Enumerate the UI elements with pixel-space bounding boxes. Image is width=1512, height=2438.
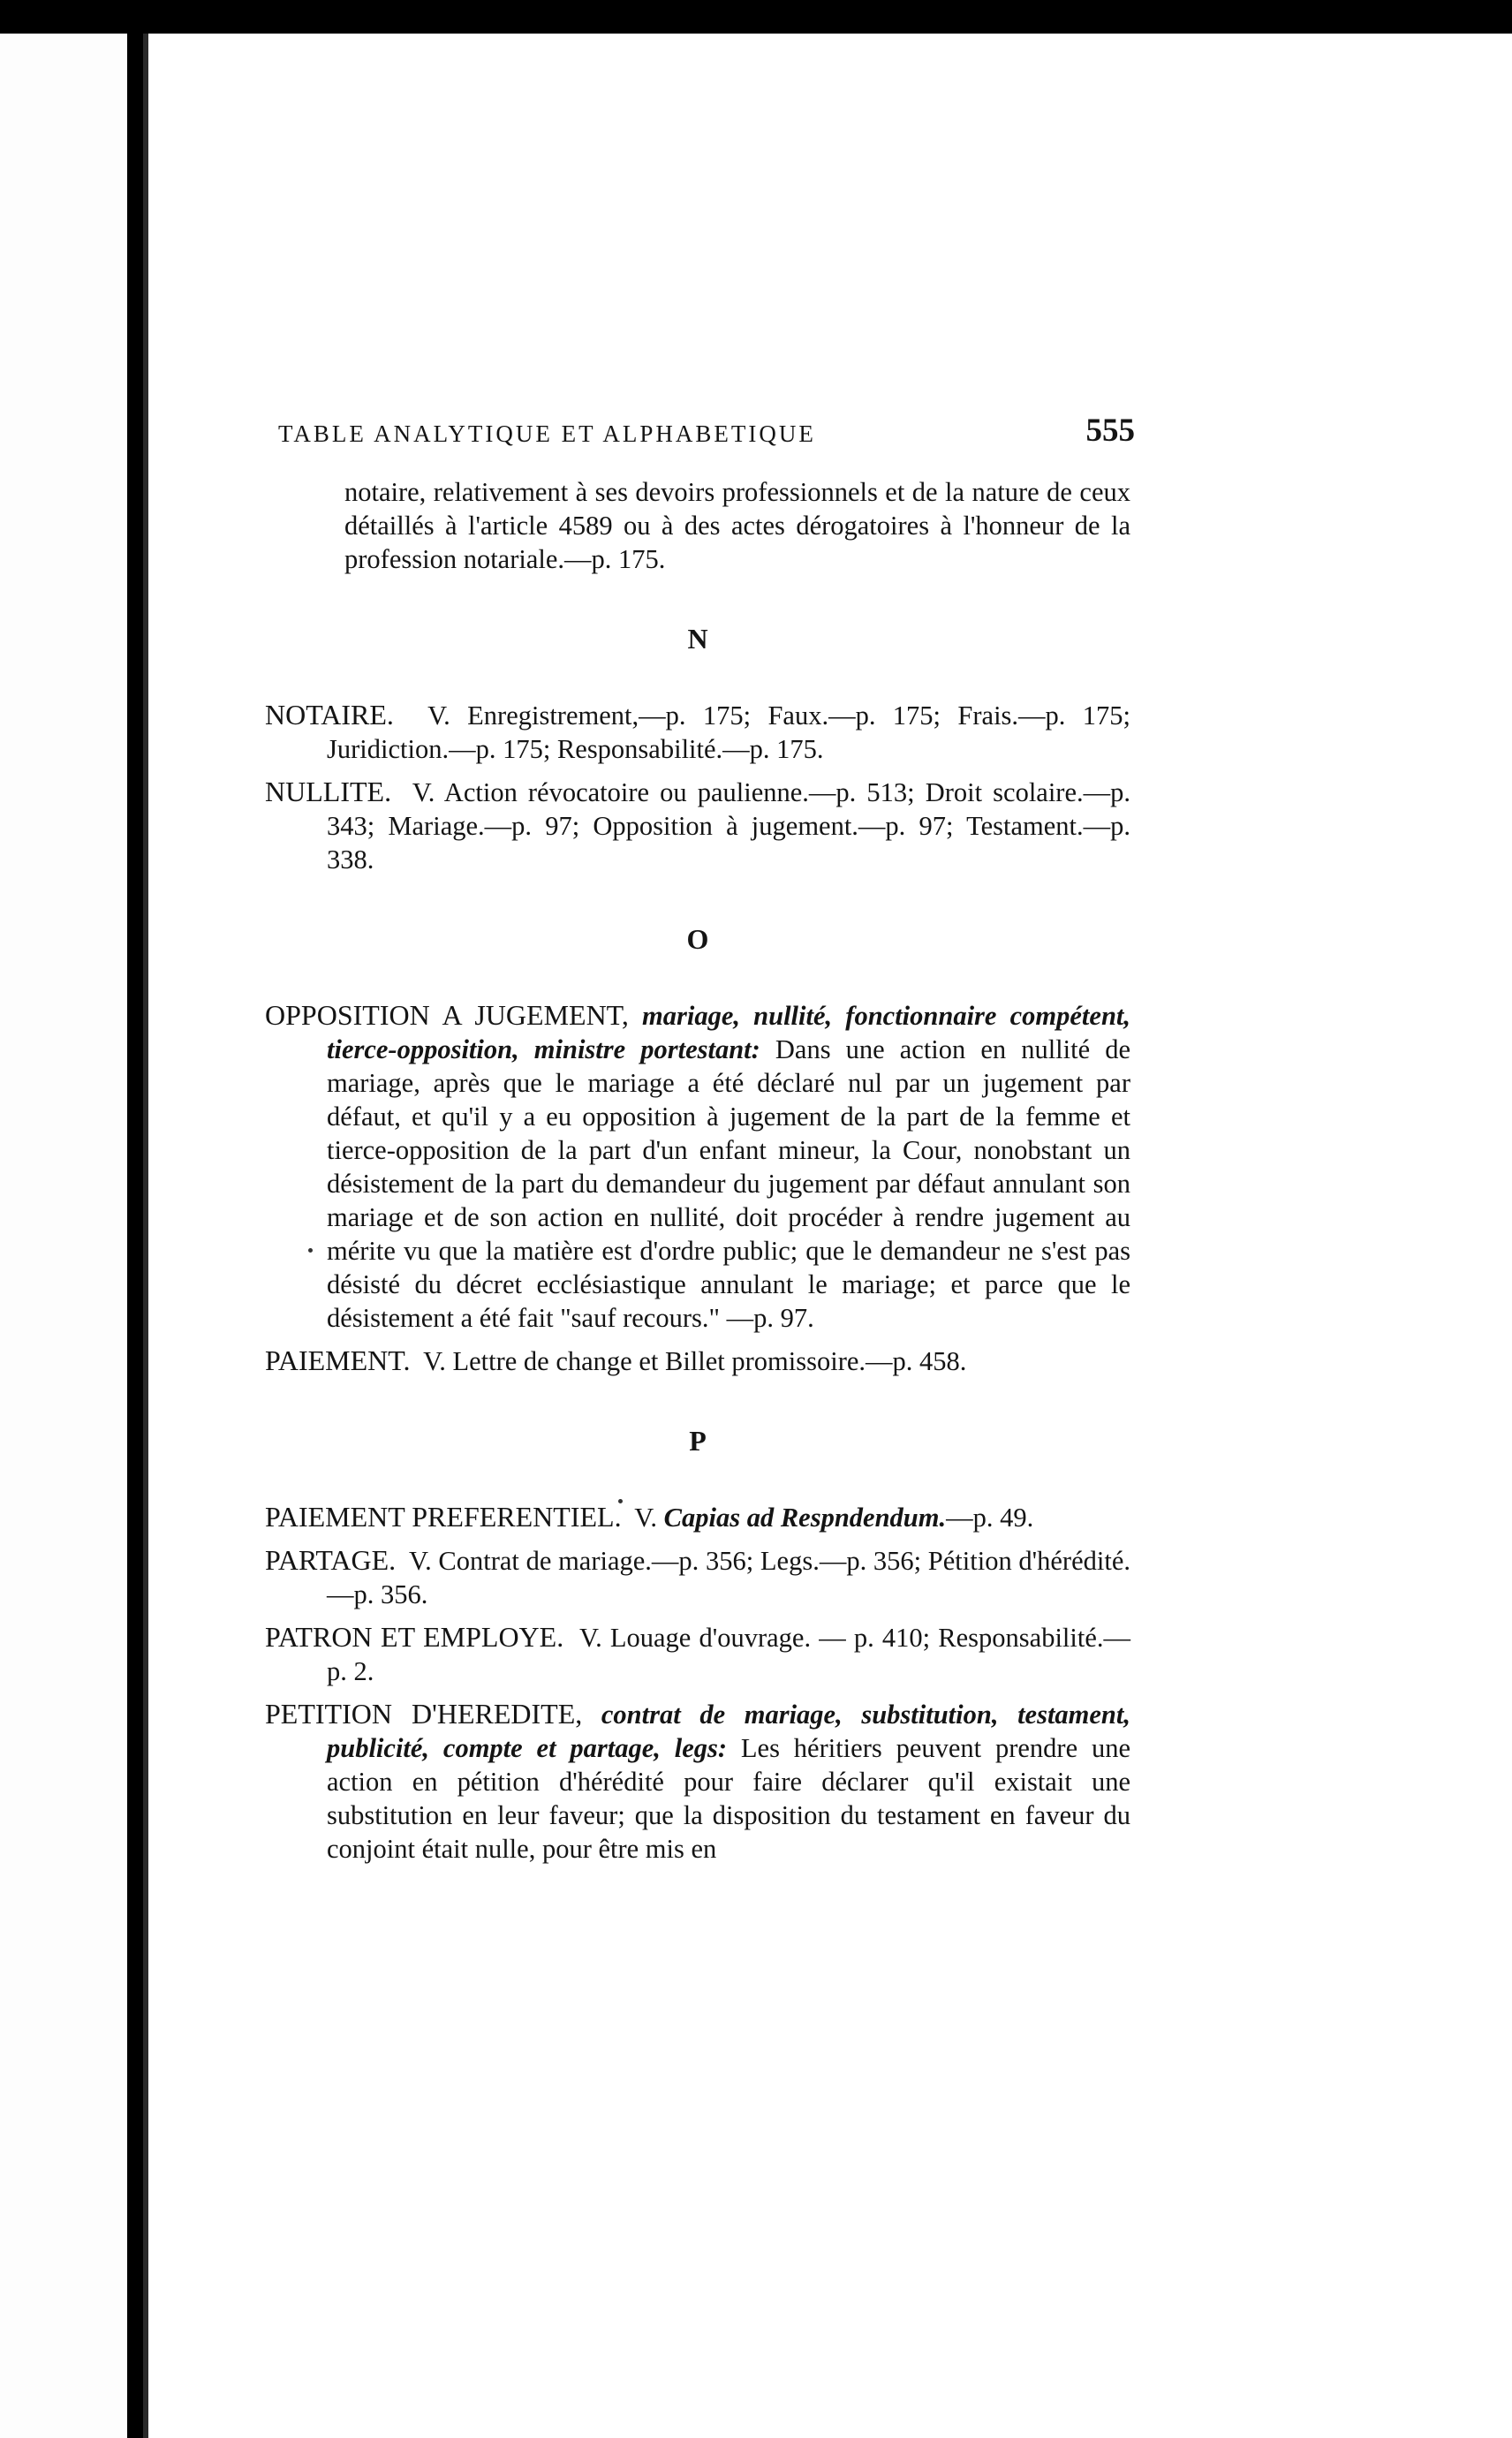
page-gutter: [127, 34, 143, 2438]
section-letter: O: [686, 923, 709, 955]
index-entry: [265, 1344, 1130, 1378]
section-letter: P: [689, 1425, 707, 1457]
entry-heading: PAIEMENT PREFERENTIEL.: [265, 1501, 622, 1533]
entry-keywords: mariage, nullité, fonctionnaire compétent, tierce-opposition, ministre portestant:: [327, 1001, 1131, 1064]
entry-body: Les héritiers peuvent prendre une action en pétition d'hérédité pour faire déclarer qu'il existait une substitution en leur faveur; que la disposition du testament en faveur du conjoint était nulle, pour être mis en: [327, 1733, 1130, 1864]
entry-heading: NULLITE.: [265, 776, 392, 807]
index-entry: [265, 998, 1130, 1335]
entry-body: Dans une action en nullité de mariage, après que le mariage a été déclaré nul par un jugement par défaut, et qu'il y a eu opposition à jugement de la part de la femme et tierce-opposition de la part d'un enfant mineur, la Cour, nonobstant un désistement de la part du demandeur du jugement par défaut annulant son mariage et de son action en nullité, doit procéder à rendre jugement au mérite vu que la matière est d'ordre public; que le demandeur ne s'est pas désisté du décret ecclésiastique annulant le mariage; et parce que le désistement a été fait "sauf recours." —p. 97.: [327, 1034, 1130, 1333]
index-entry: [265, 1500, 1130, 1534]
entry-body: V. Action révocatoire ou paulienne.—p. 513; Droit scolaire.—p. 343; Mariage.—p. 97; Opposition à jugement.—p. 97; Testament.—p. 338.: [327, 777, 1130, 874]
entry-heading: PARTAGE.: [265, 1544, 397, 1576]
entry-body-prefix: V.: [634, 1503, 658, 1533]
continued-entry: notaire, relativement à ses devoirs professionnels et de la nature de ceux détaillés à l'article 4589 ou à des actes dérogatoires à l'honneur de la profession notariale.—p. 175.: [344, 477, 1130, 574]
entry-heading: PATRON ET EMPLOYE.: [265, 1621, 564, 1653]
page-binding-shadow: [143, 34, 148, 2438]
entry-body: V. Lettre de change et Billet promissoire.—p. 458.: [423, 1346, 967, 1376]
entry-body: V. Contrat de mariage.—p. 356; Legs.—p. 356; Pétition d'hérédité.—p. 356.: [327, 1546, 1130, 1609]
index-entry: [265, 1543, 1130, 1611]
index-text: [265, 475, 1130, 1874]
entry-body: V. Louage d'ouvrage. — p. 410; Responsabilité.—p. 2.: [327, 1623, 1131, 1686]
page-header: [278, 406, 1135, 459]
index-entry: [265, 698, 1130, 766]
entry-heading: OPPOSITION A JUGEMENT,: [265, 999, 629, 1031]
index-entry: [265, 775, 1130, 876]
entry-reference: Capias ad Respndendum.: [663, 1503, 947, 1533]
entry-body: —p. 49.: [946, 1503, 1034, 1533]
entry-heading: PAIEMENT.: [265, 1344, 411, 1376]
entry-heading: PETITION D'HEREDITE,: [265, 1698, 583, 1730]
running-title: TABLE ANALYTIQUE ET ALPHABETIQUE: [278, 420, 816, 447]
index-entry: [265, 1620, 1130, 1688]
page-number: 555: [1085, 413, 1135, 449]
entry-keywords: contrat de mariage, substitution, testament, publicité, compte et partage, legs:: [327, 1700, 1130, 1763]
index-entry: [265, 1697, 1130, 1866]
entry-heading: NOTAIRE.: [265, 699, 394, 731]
entry-body: V. Enregistrement,—p. 175; Faux.—p. 175; Frais.—p. 175; Juridiction.—p. 175; Responsabilité.—p. 175.: [327, 700, 1131, 764]
section-letter: N: [687, 623, 708, 655]
facing-page-edge: [0, 34, 127, 2438]
